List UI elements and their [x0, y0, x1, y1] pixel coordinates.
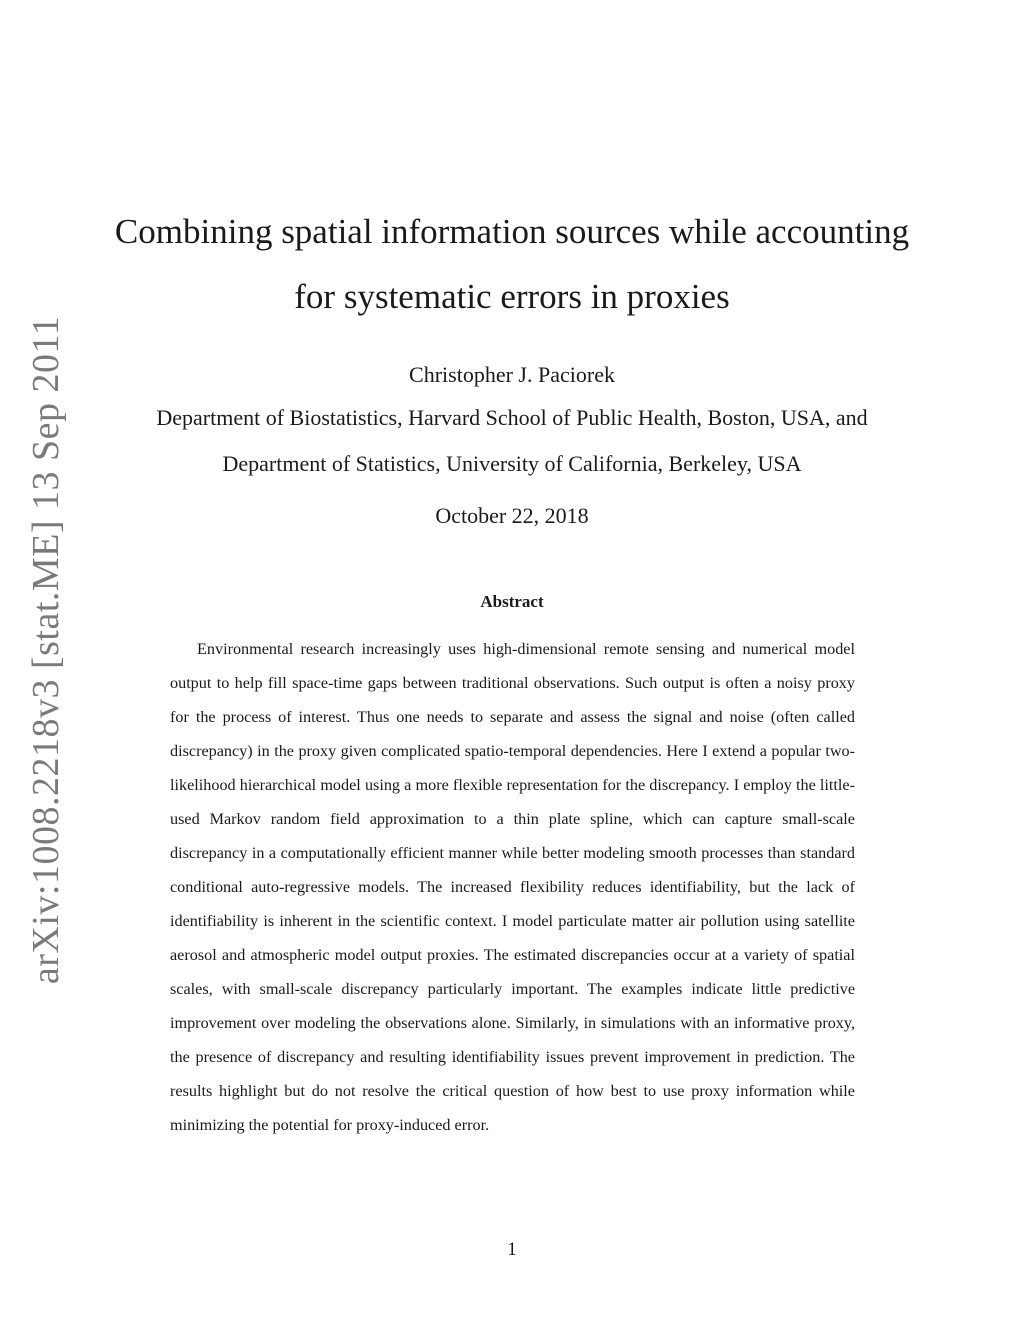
affiliation-line-1: Department of Biostatistics, Harvard School of Public Health, Boston, USA, and	[156, 405, 868, 430]
author-name: Christopher J. Paciorek	[409, 362, 615, 387]
paper-title-line-1: Combining spatial information sources while accounting	[114, 212, 910, 251]
paper-date: October 22, 2018	[435, 503, 589, 528]
abstract-text: Environmental research increasingly uses high-dimensional remote sensing and numerical model output to help fill space-time gaps between traditional observations. Such output is often a noisy proxy for the process of interest. Thus one needs to separate and assess the signal and noise (often called discrepancy) in the proxy given complicated spatio-temporal dependencies. Here I extend a popular two-likelihood hierarchical model using a more flexible representation for the discrepancy. I employ the little-used Markov random field approximation to a thin plate spline, which can capture small-scale discrepancy in a computationally efficient manner while better modeling smooth processes than standard conditional auto-regressive models. The increased flexibility reduces identifiability, but the lack of identifiability is inherent in the scientific context. I model particulate matter air pollution using satellite aerosol and atmospheric model output proxies. The estimated discrepancies occur at a variety of spatial scales, with small-scale discrepancy particularly important. The examples indicate little predictive improvement over modeling the observations alone. Similarly, in simulations with an informative proxy, the presence of discrepancy and resulting identifiability issues prevent improvement in prediction. The results highlight but do not resolve the critical question of how best to use proxy information while minimizing the potential for proxy-induced error.	[170, 640, 855, 1134]
paper-title-line-2: for systematic errors in proxies	[294, 277, 730, 316]
affiliation-line-2: Department of Statistics, University of California, Berkeley, USA	[222, 451, 802, 476]
page-number: 1	[507, 1239, 517, 1260]
abstract-heading: Abstract	[480, 592, 544, 611]
arxiv-identifier-stamp: arXiv:1008.2218v3 [stat.ME] 13 Sep 2011	[25, 315, 67, 985]
